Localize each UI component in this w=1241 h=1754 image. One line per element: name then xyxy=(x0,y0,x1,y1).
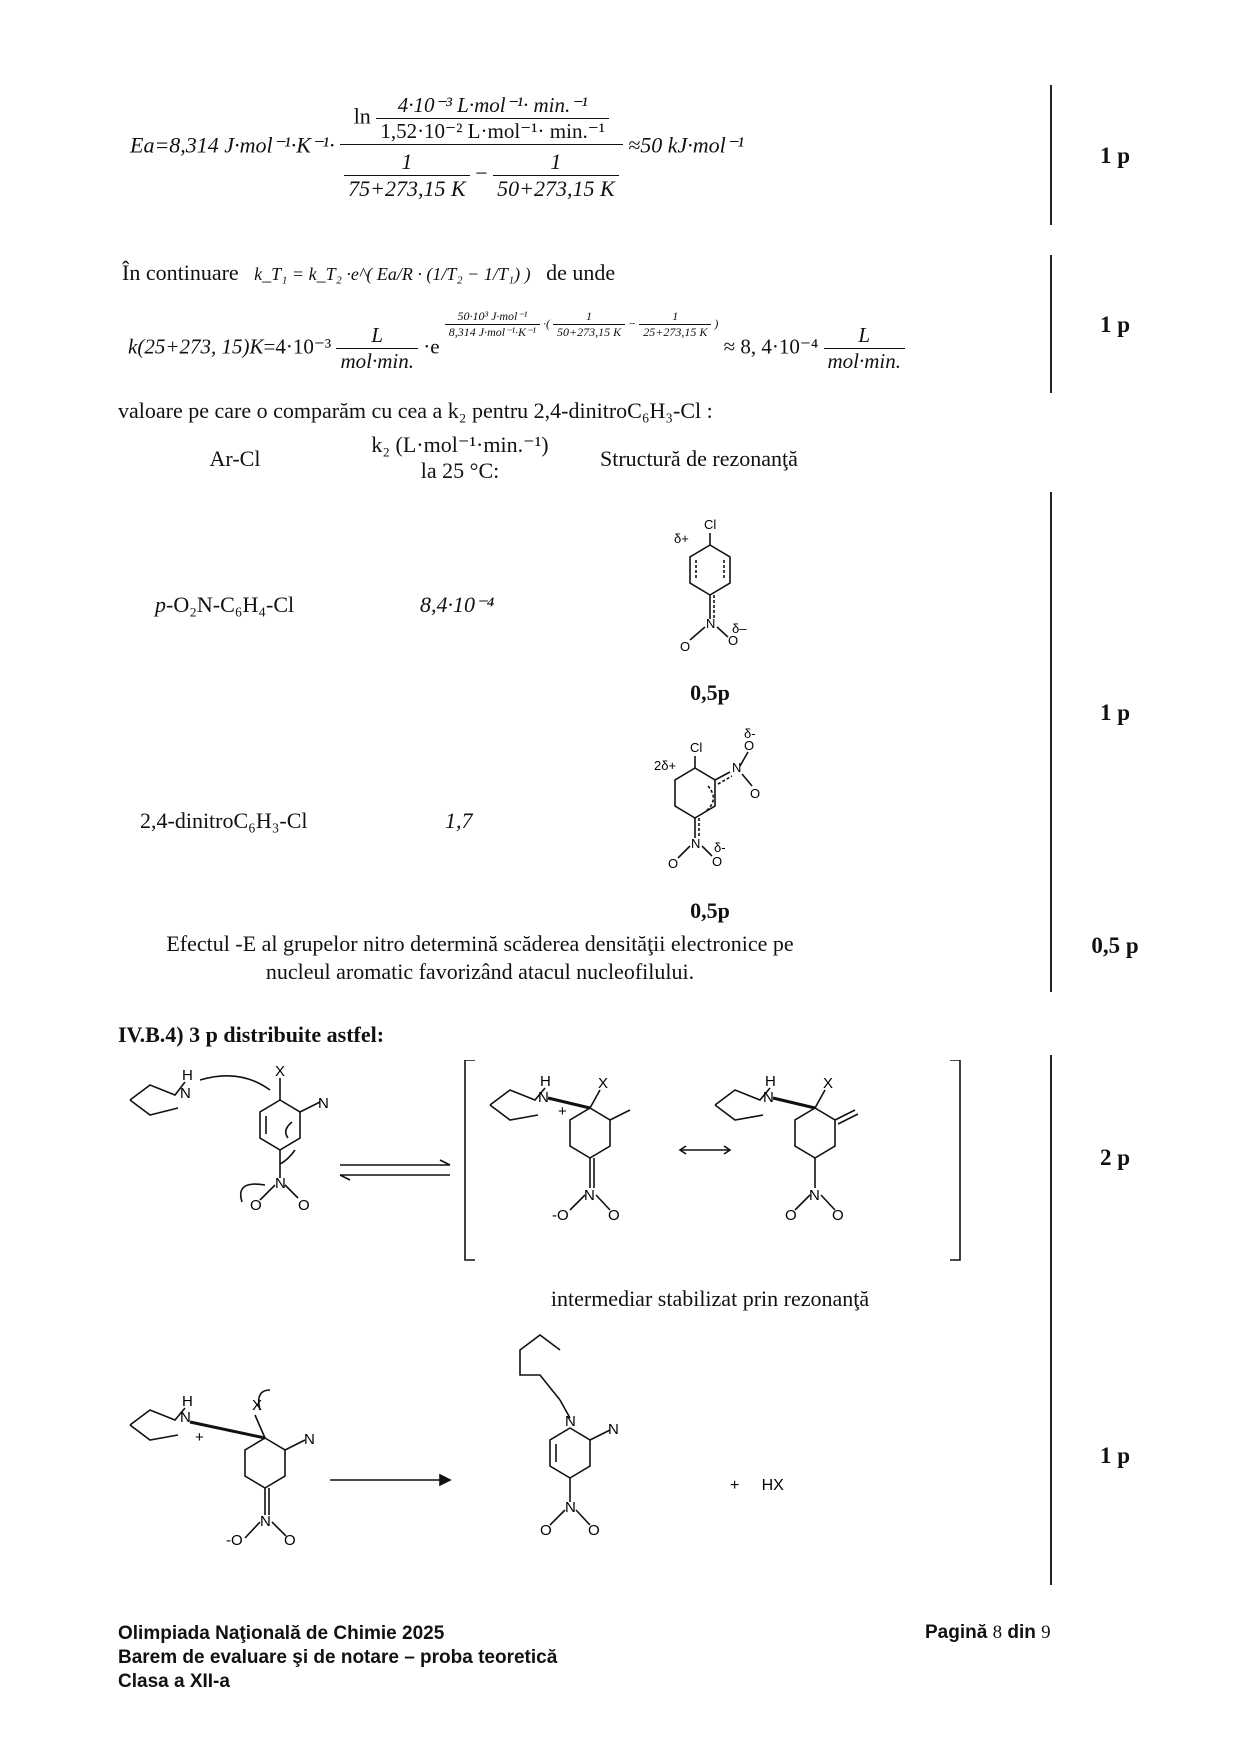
intermediate-caption: intermediar stabilizat prin rezonanţă xyxy=(550,1286,870,1311)
n-label: N xyxy=(260,1513,271,1530)
n-label: N xyxy=(565,1499,576,1516)
n-label: N xyxy=(608,1421,619,1438)
para-prefix: p- xyxy=(155,592,174,617)
benzene-ring xyxy=(675,768,715,818)
score-4: 0,5 p xyxy=(1091,933,1139,958)
main-fraction xyxy=(340,93,622,202)
delta-minus: δ– xyxy=(732,621,747,636)
unit-denominator: mol·min. xyxy=(340,349,414,373)
cyclohexadienyl-ring xyxy=(245,1438,285,1488)
mechanism-step2 xyxy=(120,1330,820,1580)
o-label: O xyxy=(785,1207,797,1224)
score-3: 1 p xyxy=(1099,700,1131,725)
effect-line1: Efectul -E al grupelor nitro determină scăderea densităţii electronice pe xyxy=(166,931,794,956)
x-label: X xyxy=(598,1075,609,1092)
n-label: N xyxy=(180,1085,191,1102)
effect-line2: nucleul aromatic favorizând atacul nucleofilului. xyxy=(265,959,695,984)
score-2: 1 p xyxy=(1099,312,1131,337)
mechanism-step1 xyxy=(120,1060,970,1290)
k-numerator: 4·10⁻³ L·mol⁻¹· min.⁻¹ xyxy=(376,93,609,119)
o-label: O xyxy=(588,1522,600,1539)
n-label: N xyxy=(763,1089,774,1106)
score-divider xyxy=(1050,255,1052,393)
formula-k-25: k(25+273, 15)K=4·10⁻³ $\frac{L}{\text{mol·min.}}$ ·e $\frac{\text{50·10³ J·mol⁻¹}}{\text{8,314 J·mol⁻¹·K⁻¹}}$ ·( $\frac{1}{50+273,15 K}$ − $\frac{1}{25+273,15 K}$ ) ≈ 8, 4·10⁻⁴ $\frac{L}{\text{mol·min.}}$ xyxy=(128,323,905,374)
x-label: X xyxy=(823,1075,834,1092)
page-number xyxy=(925,1622,1051,1644)
k25-result: ≈ 8, 4·10⁻⁴ xyxy=(723,334,819,359)
score-divider xyxy=(1050,1055,1052,1585)
resonance-structure-2 xyxy=(650,720,780,890)
ea-result: ≈50 kJ·mol⁻¹ xyxy=(628,132,744,158)
h-label: H xyxy=(540,1073,551,1090)
o-label: O xyxy=(712,854,723,869)
compound-name: O₂N-C₆H₄-Cl xyxy=(173,592,295,617)
n-label: N xyxy=(180,1409,191,1426)
cl-label: Cl xyxy=(704,517,717,532)
n-label: N xyxy=(565,1413,576,1430)
exp-numerator: 50·10³ J·mol⁻¹ xyxy=(445,309,540,325)
ln-symbol: ln xyxy=(353,103,371,129)
o-minus-label: -O xyxy=(226,1532,243,1549)
row2-compound: 2,4-dinitroC₆H₃-Cl xyxy=(140,808,308,833)
formula-relation-line xyxy=(122,260,615,286)
o-label: O xyxy=(668,856,679,871)
k2-header-line2: la 25 °C: xyxy=(420,458,500,483)
one: 1 xyxy=(493,149,619,176)
n-label: N xyxy=(538,1089,549,1106)
de-unde-text: de unde xyxy=(546,260,616,285)
o-label: O xyxy=(728,633,739,648)
formula-activation-energy xyxy=(130,93,744,202)
plus-label: + xyxy=(195,1429,204,1446)
o-label: O xyxy=(680,639,691,654)
footer xyxy=(118,1622,557,1694)
h-label: H xyxy=(182,1067,193,1084)
score-1: 1 p xyxy=(1099,143,1131,168)
footer-class: Clasa a XII-a xyxy=(118,1671,230,1692)
o-label: O xyxy=(744,738,755,753)
row2-k: 1,7 xyxy=(445,808,473,833)
score-5: 2 p xyxy=(1099,1145,1131,1170)
resonance-structure-1 xyxy=(660,505,770,675)
page-num: 8 xyxy=(992,1622,1003,1643)
n-label: N xyxy=(706,616,716,631)
rate-relation: k_T₁ = k_T₂ ·e^( Ea/R · (1/T₂ − 1/T₁) ) xyxy=(254,264,531,284)
score-divider xyxy=(1050,492,1052,992)
formula-lhs: Ea xyxy=(130,132,155,158)
n-label: N xyxy=(732,760,742,775)
n-label: N xyxy=(318,1095,329,1112)
x-label: X xyxy=(252,1397,263,1414)
unit-numerator: L xyxy=(824,323,906,349)
x-label: X xyxy=(275,1063,286,1080)
exp-t1: 50+273,15 K xyxy=(557,325,622,339)
intro-text: În continuare xyxy=(122,260,239,285)
delta-minus: δ- xyxy=(744,726,756,741)
cyclohexadienyl-ring xyxy=(795,1108,835,1158)
o-label: O xyxy=(540,1522,552,1539)
row1-k: 8,4·10⁻⁴ xyxy=(420,592,495,617)
exp-t2: 25+273,15 K xyxy=(643,325,708,339)
page-label: Pagină xyxy=(925,1622,988,1643)
n-label: N xyxy=(304,1431,315,1448)
page-total: 9 xyxy=(1041,1622,1051,1643)
o-label: O xyxy=(750,786,761,801)
unit-denominator: mol·min. xyxy=(827,349,902,373)
o-label: O xyxy=(832,1207,844,1224)
row1-points: 0,5p xyxy=(690,680,730,705)
compare-text: valoare pe care o comparăm cu cea a k₂ pentru 2,4-dinitroC₆H₃-Cl : xyxy=(118,398,713,423)
n-label: N xyxy=(275,1175,286,1192)
footer-olympiad: Olimpiada Naţională de Chimie 2025 xyxy=(118,1623,445,1644)
o-label: O xyxy=(298,1197,310,1214)
one: 1 xyxy=(553,309,625,325)
prefactor: =4·10⁻³ xyxy=(263,334,332,359)
unit-numerator: L xyxy=(336,323,418,349)
row1-compound xyxy=(155,592,294,618)
o-minus-label: -O xyxy=(552,1207,569,1224)
delta-2plus: 2δ+ xyxy=(654,758,677,773)
page-of: din xyxy=(1007,1622,1036,1643)
cl-label: Cl xyxy=(690,740,703,755)
k-denominator: 1,52·10⁻² L·mol⁻¹· min.⁻¹ xyxy=(380,119,606,143)
col-header-arcl: Ar-Cl xyxy=(209,446,261,471)
col-header-k2 xyxy=(340,432,580,484)
o-label: O xyxy=(608,1207,620,1224)
plus-hx: + HX xyxy=(730,1477,784,1494)
plus-label: + xyxy=(558,1103,567,1120)
row2-points: 0,5p xyxy=(690,898,730,923)
delta-minus: δ- xyxy=(714,840,726,855)
o-label: O xyxy=(250,1197,262,1214)
temperature-2: 50+273,15 K xyxy=(497,176,615,201)
effect-text xyxy=(110,930,850,986)
footer-barem: Barem de evaluare şi de notare – proba teoretică xyxy=(118,1647,558,1668)
delta-plus: δ+ xyxy=(674,531,689,546)
score-6: 1 p xyxy=(1099,1443,1131,1468)
h-label: H xyxy=(182,1393,193,1410)
n-label: N xyxy=(809,1187,820,1204)
n-label: N xyxy=(584,1187,595,1204)
k2-header-line1: k₂ (L·mol⁻¹·min.⁻¹) xyxy=(371,432,549,457)
n-label: N xyxy=(691,836,701,851)
h-label: H xyxy=(765,1073,776,1090)
section-title: IV.B.4) 3 p distribuite astfel: xyxy=(118,1022,385,1047)
minus-sign: − xyxy=(475,160,488,186)
one: 1 xyxy=(344,149,470,176)
gas-constant: =8,314 J·mol⁻¹·K⁻¹· xyxy=(154,132,335,158)
exp-denominator: 8,314 J·mol⁻¹·K⁻¹ xyxy=(448,325,536,339)
score-divider xyxy=(1050,85,1052,225)
k-lhs: k(25+273, 15)K xyxy=(128,334,264,359)
cyclohexadienyl-ring xyxy=(570,1108,610,1158)
col-header-resonance: Structură de rezonanţă xyxy=(600,446,798,471)
temperature-1: 75+273,15 K xyxy=(348,176,466,201)
one: 1 xyxy=(639,309,711,325)
o-label: O xyxy=(284,1532,296,1549)
